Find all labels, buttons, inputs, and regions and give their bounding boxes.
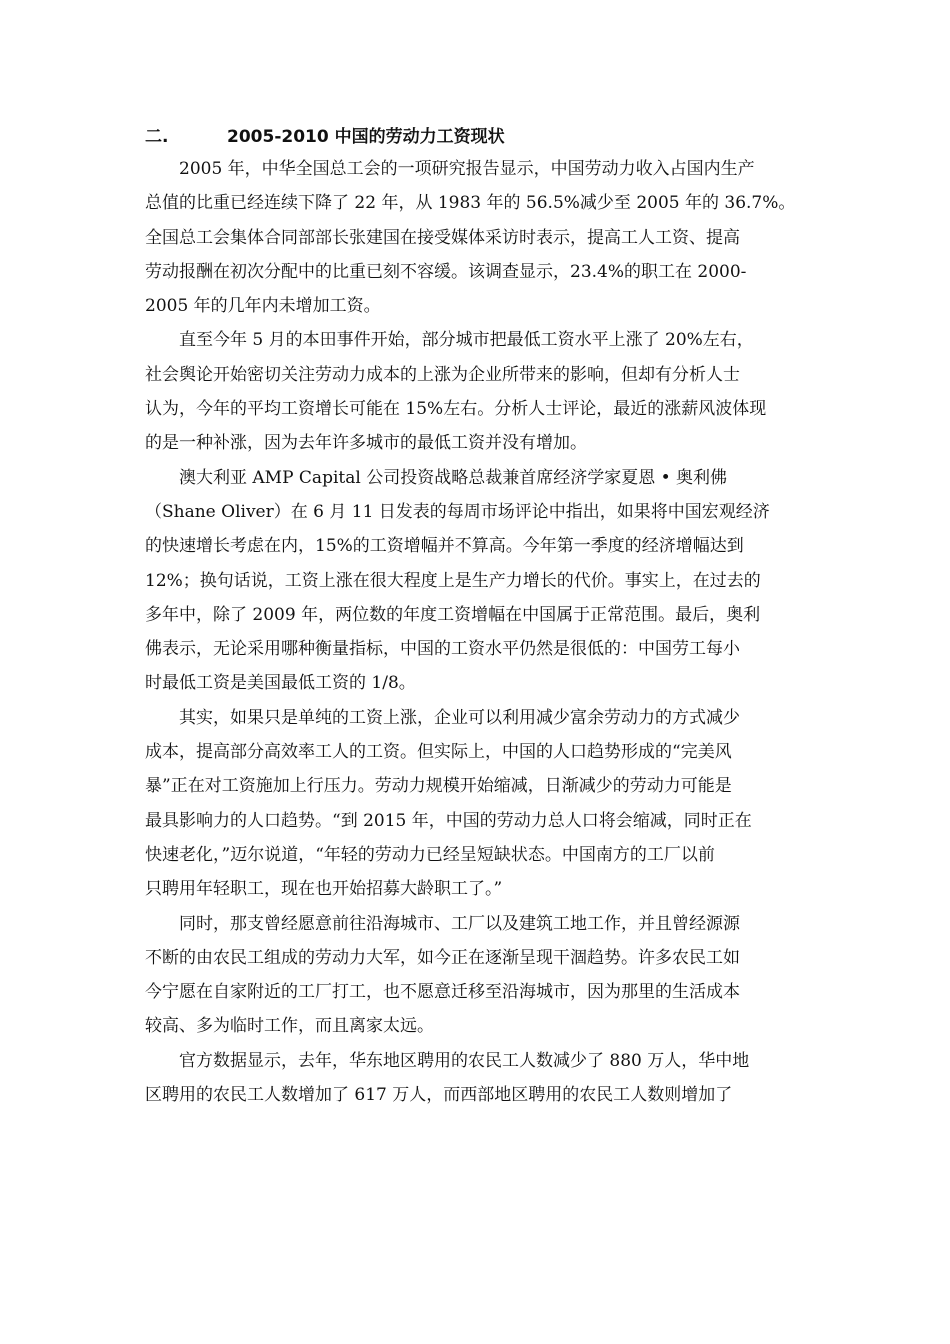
paragraph-first-line: 澳大利亚 AMP Capital 公司投资战略总裁兼首席经济学家夏恩 • 奥利佛 xyxy=(179,467,728,488)
paragraph-first-line: 2005 年，中华全国总工会的一项研究报告显示，中国劳动力收入占国内生产 xyxy=(179,159,755,179)
text-line: 暴”正在对工资施加上行压力。劳动力规模开始缩减，日渐减少的劳动力可能是 xyxy=(145,776,732,797)
text-line: 不断的由农民工组成的劳动力大军，如今正在逐渐呈现干涸趋势。许多农民工如 xyxy=(145,947,740,968)
section-number: 二. xyxy=(145,127,169,147)
text-line: 12%；换句话说，工资上涨在很大程度上是生产力增长的代价。事实上，在过去的 xyxy=(145,570,761,591)
paragraph-first-line: 直至今年 5 月的本田事件开始，部分城市把最低工资水平上涨了 20%左右， xyxy=(179,330,754,351)
text-line: （Shane Oliver）在 6 月 11 日发表的每周市场评论中指出，如果将中国宏观经济 xyxy=(145,501,770,522)
section-title: 2005-2010 中国的劳动力工资现状 xyxy=(227,127,505,147)
text-line: 总值的比重已经连续下降了 22 年，从 1983 年的 56.5%减少至 2005 年的 36.7%。 xyxy=(145,193,796,214)
body-text xyxy=(145,152,809,1112)
text-line: 时最低工资是美国最低工资的 1/8。 xyxy=(145,673,416,694)
text-line: 只聘用年轻职工，现在也开始招募大龄职工了。” xyxy=(145,879,503,900)
text-line: 成本，提高部分高效率工人的工资。但实际上，中国的人口趋势形成的“完美风 xyxy=(145,742,732,763)
text-line: 较高、多为临时工作，而且离家太远。 xyxy=(145,1016,434,1037)
text-line: 2005 年的几年内未增加工资。 xyxy=(145,296,381,317)
text-line: 的是一种补涨，因为去年许多城市的最低工资并没有增加。 xyxy=(145,433,587,454)
text-line: 多年中，除了 2009 年，两位数的年度工资增幅在中国属于正常范围。最后，奥利 xyxy=(145,604,761,625)
text-line: 佛表示，无论采用哪种衡量指标，中国的工资水平仍然是很低的：中国劳工每小 xyxy=(145,639,740,660)
section-heading xyxy=(145,125,505,149)
text-line: 认为，今年的平均工资增长可能在 15%左右。分析人士评论，最近的涨薪风波体现 xyxy=(145,399,767,420)
paragraph-first-line: 同时，那支曾经愿意前往沿海城市、工厂以及建筑工地工作，并且曾经源源 xyxy=(179,913,740,934)
text-line: 区聘用的农民工人数增加了 617 万人，而西部地区聘用的农民工人数则增加了 xyxy=(145,1085,733,1106)
text-line: 最具影响力的人口趋势。“到 2015 年，中国的劳动力总人口将会缩减，同时正在 xyxy=(145,810,752,831)
text-line: 的快速增长考虑在内，15%的工资增幅并不算高。今年第一季度的经济增幅达到 xyxy=(145,536,744,557)
paragraph-first-line: 官方数据显示，去年，华东地区聘用的农民工人数减少了 880 万人，华中地 xyxy=(179,1050,750,1071)
text-line: 社会舆论开始密切关注劳动力成本的上涨为企业所带来的影响，但却有分析人士 xyxy=(145,364,740,385)
text-line: 劳动报酬在初次分配中的比重已刻不容缓。该调查显示，23.4%的职工在 2000- xyxy=(145,261,747,282)
text-line: 快速老化，”迈尔说道，“年轻的劳动力已经呈短缺状态。中国南方的工厂以前 xyxy=(145,844,715,865)
text-line: 全国总工会集体合同部部长张建国在接受媒体采访时表示，提高工人工资、提高 xyxy=(145,227,740,248)
paragraph-first-line: 其实，如果只是单纯的工资上涨，企业可以利用减少富余劳动力的方式减少 xyxy=(179,707,740,728)
text-line: 今宁愿在自家附近的工厂打工，也不愿意迁移至沿海城市，因为那里的生活成本 xyxy=(145,982,740,1003)
